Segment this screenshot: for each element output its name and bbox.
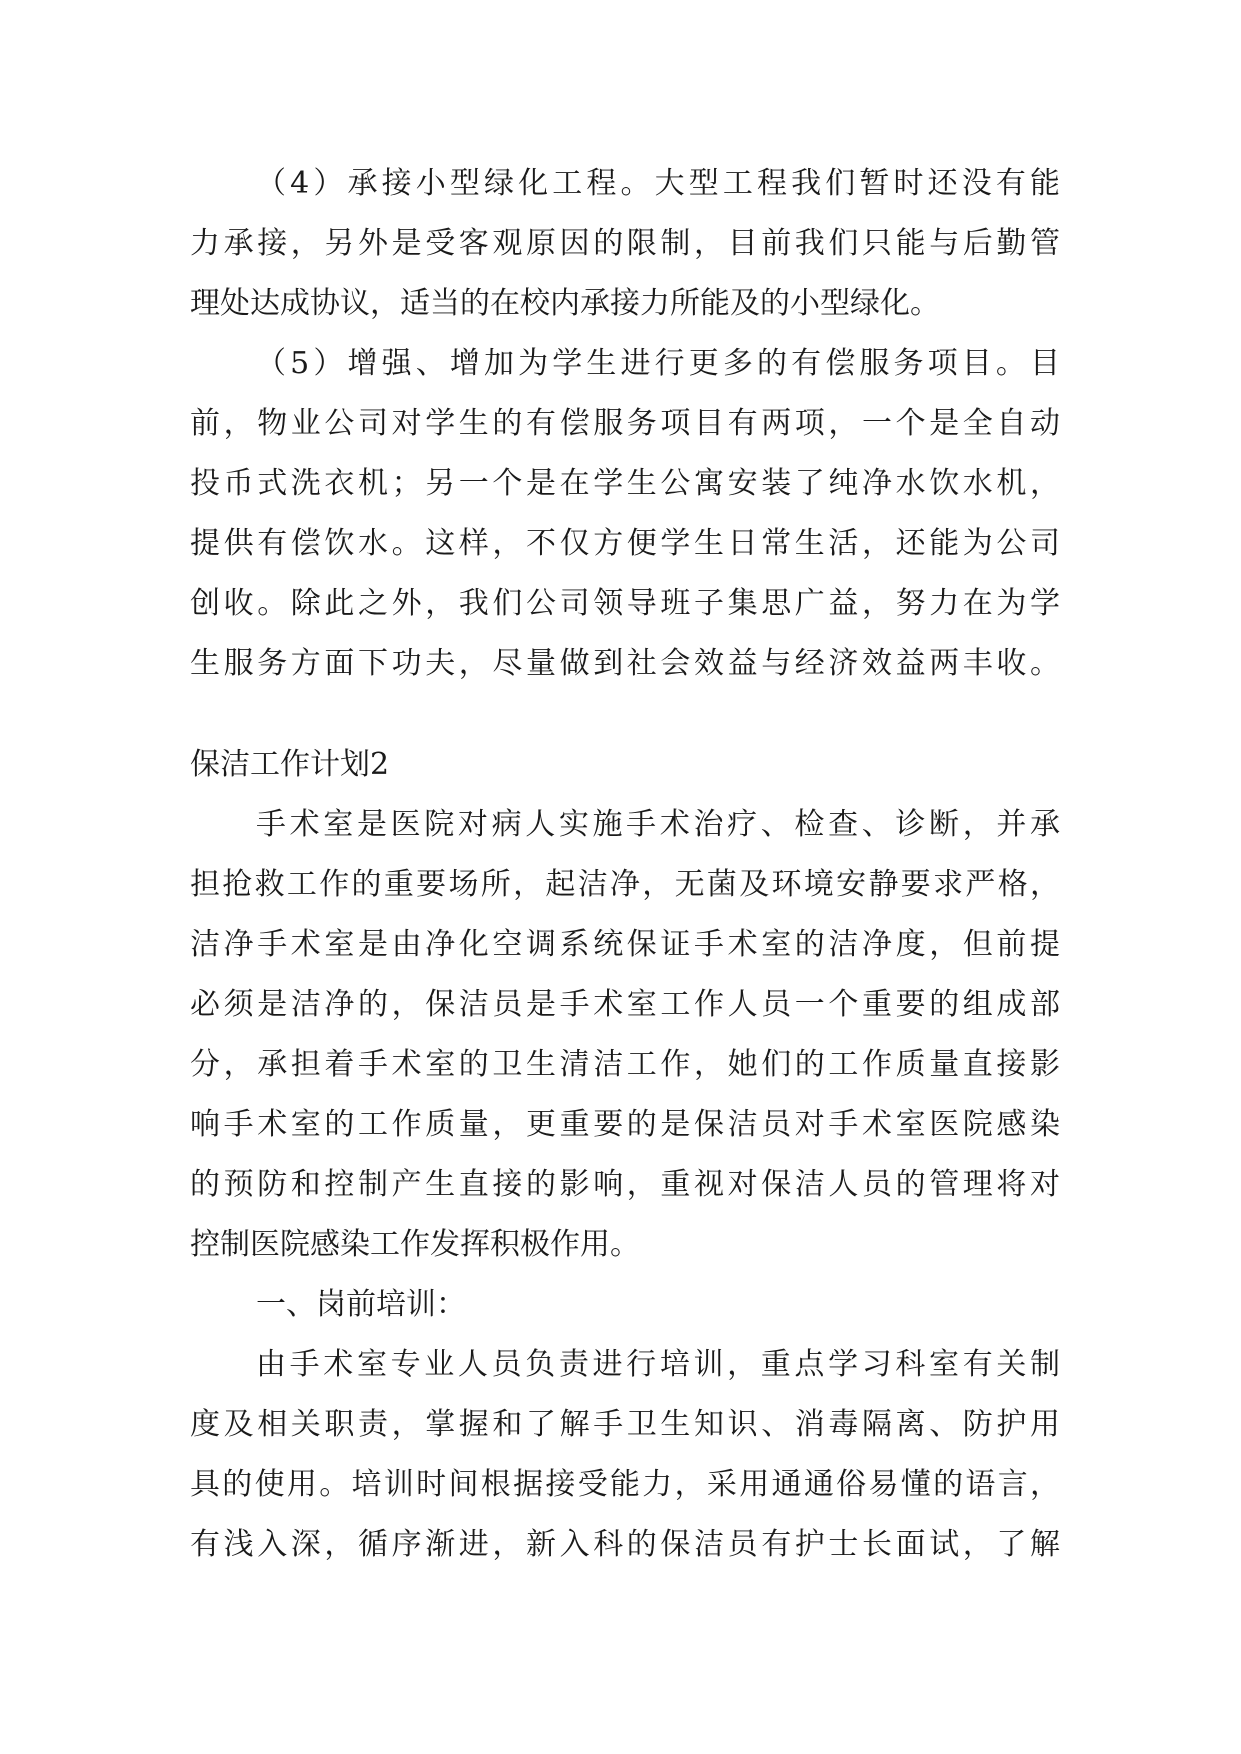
paragraph-line: 度及相关职责，掌握和了解手卫生知识、消毒隔离、防护用: [190, 1407, 1060, 1442]
subsection-heading: 一、岗前培训：: [256, 1287, 466, 1322]
paragraph-line: 力承接，另外是受客观原因的限制，目前我们只能与后勤管: [190, 226, 1060, 261]
paragraph-line: 创收。除此之外，我们公司领导班子集思广益，努力在为学: [190, 586, 1060, 621]
paragraph-line: 响手术室的工作质量，更重要的是保洁员对手术室医院感染: [190, 1107, 1060, 1142]
paragraph-line: 洁净手术室是由净化空调系统保证手术室的洁净度，但前提: [190, 927, 1060, 962]
paragraph-line: 担抢救工作的重要场所，起洁净，无菌及环境安静要求严格，: [190, 867, 1060, 902]
paragraph-line: 投币式洗衣机；另一个是在学生公寓安装了纯净水饮水机，: [190, 466, 1060, 501]
paragraph-line: 必须是洁净的，保洁员是手术室工作人员一个重要的组成部: [190, 987, 1060, 1022]
paragraph-line: 具的使用。培训时间根据接受能力，采用通通俗易懂的语言，: [190, 1467, 1060, 1502]
paragraph-line: 控制医院感染工作发挥积极作用。: [190, 1227, 640, 1262]
section-heading: 保洁工作计划2: [190, 747, 390, 782]
paragraph-line: 分，承担着手术室的卫生清洁工作，她们的工作质量直接影: [190, 1047, 1060, 1082]
paragraph-line: 的预防和控制产生直接的影响，重视对保洁人员的管理将对: [190, 1167, 1060, 1202]
paragraph-line: 理处达成协议，适当的在校内承接力所能及的小型绿化。: [190, 286, 940, 321]
paragraph-line: 前，物业公司对学生的有偿服务项目有两项，一个是全自动: [190, 406, 1060, 441]
paragraph-line: （4）承接小型绿化工程。大型工程我们暂时还没有能: [256, 166, 1060, 201]
paragraph-line: 手术室是医院对病人实施手术治疗、检查、诊断，并承: [256, 807, 1060, 842]
paragraph-line: 由手术室专业人员负责进行培训，重点学习科室有关制: [256, 1347, 1060, 1382]
paragraph-line: 生服务方面下功夫，尽量做到社会效益与经济效益两丰收。: [190, 646, 1060, 681]
paragraph-line: 有浅入深，循序渐进，新入科的保洁员有护士长面试，了解: [190, 1527, 1060, 1562]
paragraph-line: （5）增强、增加为学生进行更多的有偿服务项目。目: [256, 346, 1060, 381]
paragraph-line: 提供有偿饮水。这样，不仅方便学生日常生活，还能为公司: [190, 526, 1060, 561]
